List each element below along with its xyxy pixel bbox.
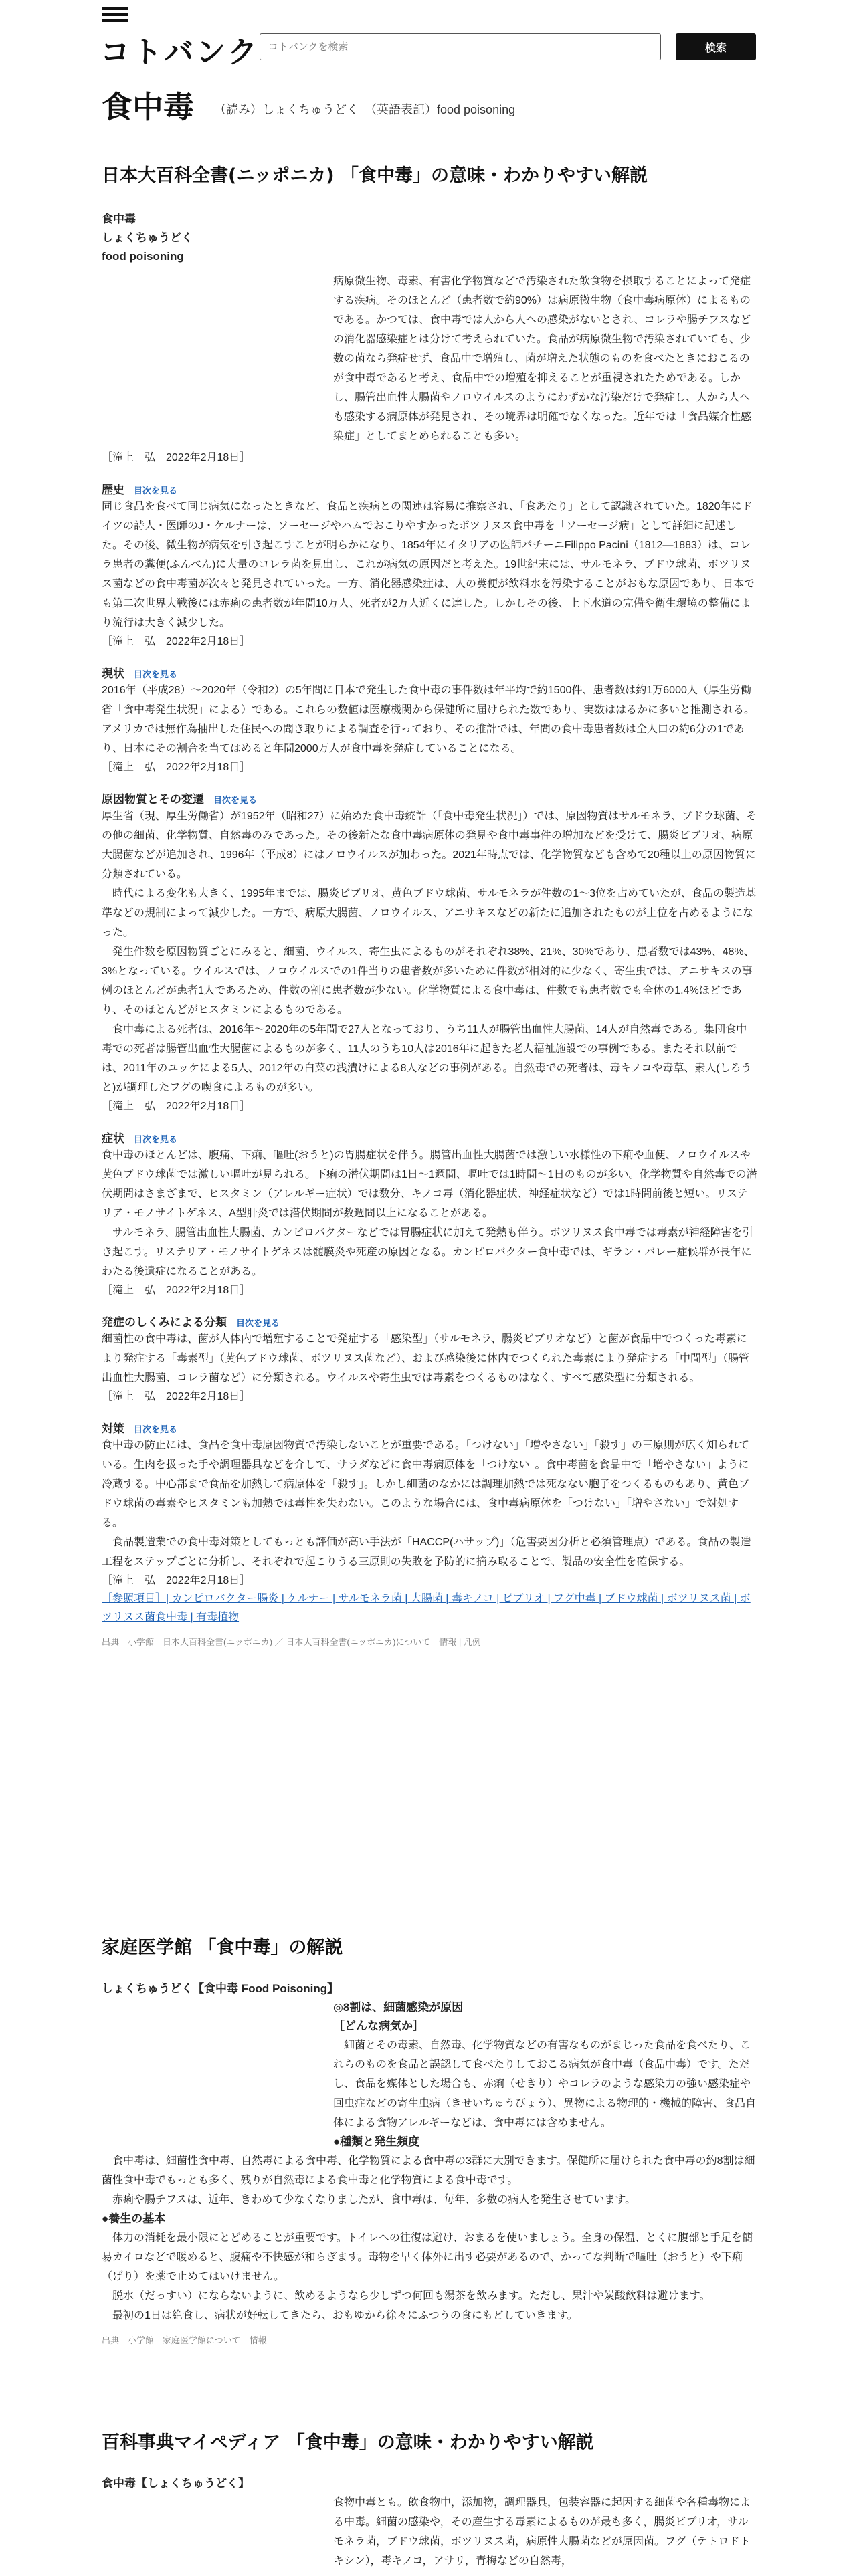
subsection-title: ●養生の基本 xyxy=(102,2212,166,2225)
subsection-title: ◎8割は、細菌感染が原因 xyxy=(333,2001,464,2014)
section-text: 食品製造業での食中毒対策としてもっとも評価が高い手法が「HACCP(ハサップ)」（危害要因分析と必須管理点）である。食品の製造工程をステップごとに分析し、それぞれで起こりうる三原則の失敗を予防的に摘み取ることで、製品の安全性を確保する。 xyxy=(102,1537,751,1568)
subsection-title: 原因物質とその変遷 xyxy=(102,793,204,806)
signature: ［滝上 弘 2022年2月18日］ xyxy=(102,762,251,773)
source-credit: 出典 小学館 家庭医学館について 情報 xyxy=(102,2335,267,2345)
reference-links[interactable]: ［参照項目］| カンピロバクター腸炎 | ケルナー | サルモネラ菌 | 大腸菌 | 毒キノコ | ビブリオ | フグ中毒 | ブドウ球菌 | ボツリヌス菌 | ボツリヌス菌食中毒 | 有毒植物 xyxy=(102,1593,751,1623)
subsection-title: 現状 xyxy=(102,667,124,680)
section-text: 赤痢や腸チフスは、近年、きわめて少なくなりましたが、食中毒は、毎年、多数の病人を発生させています。 xyxy=(112,2194,636,2206)
section-text: 厚生省（現、厚生労働省）が1952年（昭和27）に始めた食中毒統計（「食中毒発生状況」）では、原因物質はサルモネラ、ブドウ球菌、その他の細菌、化学物質、自然毒のみであった。その後新たな食中毒病原体の発見や食中毒事件の増加などを受けて、腸炎ビブリオ、病原大腸菌などが追加され、1996年（平成8）にはノロウイルスが加わった。2021年時点では、化学物質なども含めて20種以上の原因物質に分類されている。 xyxy=(102,811,757,880)
section-text: 脱水（だっすい）にならないように、飲めるようなら少しずつ何回も湯茶を飲みます。ただし、果汁や炭酸飲料は避けます。 xyxy=(112,2290,710,2302)
headword: しょくちゅうどく【食中毒 Food Poisoning】 xyxy=(102,1982,339,1995)
mypedia-section xyxy=(102,2428,757,2571)
section-text: 2016年（平成28）～2020年（令和2）の5年間に日本で発生した食中毒の事件数は年平均で約1500件、患者数は約1万6000人（厚生労働省「食中毒発生状況」による）である。これらの数値は医療機関から保健所に届けられた数であり、実数ははるかに多いと推測される。アメリカでは無作為抽出した住民への聞き取りによる調査を行っており、その推計では、年間の食中毒患者数は全人口の約6分の1であり、日本にその割合を当てはめると年間2000万人が食中毒を発症していることになる。 xyxy=(102,685,755,754)
toc-link[interactable]: 目次を見る xyxy=(134,1134,178,1144)
section-heading: 日本大百科全書(ニッポニカ) 「食中毒」の意味・わかりやすい解説 xyxy=(102,160,757,195)
subsection-title: ［どんな病気か］ xyxy=(333,2020,424,2032)
search-input[interactable] xyxy=(260,33,661,60)
source-credit: 出典 小学館 日本大百科全書(ニッポニカ) ／ 日本大百科全書(ニッポニカ)について 情報 | 凡例 xyxy=(102,1637,481,1647)
section-text: 発生件数を原因物質ごとにみると、細菌、ウイルス、寄生虫によるものがそれぞれ38%、21%、30%であり、患者数では43%、48%、3%となっている。ウイルスでは、ノロウイルスでの1件当りの患者数が多いために件数が相対的に少なく、寄生虫では、アニサキスの事例のほとんどが患者1人であるため、件数の割に患者数が少ない。化学物質による食中毒は、件数でも患者数でも全体の1.4%ほどであり、そのほとんどがヒスタミンによるものである。 xyxy=(102,946,755,1016)
nipponica-section xyxy=(102,160,757,1648)
intro-text: 病原微生物、毒素、有害化学物質などで汚染された飲食物を摂取することによって発症する疾病。そのほとんど（患者数で約90%）は病原微生物（食中毒病原体）によるものである。かつては、食中毒では人から人への感染がないとされ、コレラや腸チフスなどの消化器感染症とは分けて考えられていた。食品が病原微生物で汚染されていても、少数の菌なら発症せず、食品中で増殖し、菌が増えた状態のものを食べたときにおこるのが食中毒であると考え、食品中での増殖を抑えることが重視されたためである。しかし、腸管出血性大腸菌やノロウイルスのようにわずかな汚染だけで発症し、人から人へも感染する病原体が発見され、その境界は明確でなくなった。近年では「食品媒介性感染症」としてまとめられることも多い。 xyxy=(333,276,751,442)
toc-link[interactable]: 目次を見る xyxy=(134,1424,178,1434)
reading-meta: （読み）しょくちゅうどく （英語表記）food poisoning xyxy=(214,103,516,116)
section-text: 時代による変化も大きく、1995年までは、腸炎ビブリオ、黄色ブドウ球菌、サルモネラが件数の1～3位を占めていたが、食品の製造基準などの規制によって減少した。一方で、病原大腸菌、ノロウイルス、アニサキスなどの新たに追加されたものが上位を占めるようになった。 xyxy=(102,888,757,938)
section-heading: 百科事典マイペディア 「食中毒」の意味・わかりやすい解説 xyxy=(102,2428,757,2462)
section-text: 食中毒のほとんどは、腹痛、下痢、嘔吐(おうと)の胃腸症状を伴う。腸管出血性大腸菌では激しい水様性の下痢や血便、ノロウイルスや黄色ブドウ球菌では激しい嘔吐が見られる。下痢の潜伏期間は1日～1週間、嘔吐では1時間～1日のものが多い。化学物質や自然毒での潜伏期間はさまざまで、ヒスタミン（アレルギー症状）では数分、キノコ毒（消化器症状、神経症状など）では1時間前後と短い。リステリア・モノサイトゲネス、A型肝炎では潜伏期間が数週間以上になることがある。 xyxy=(102,1150,757,1219)
headword: 食中毒 xyxy=(102,213,136,225)
katei-section xyxy=(102,1933,757,2346)
subsection-title: 歴史 xyxy=(102,484,124,496)
toc-link[interactable]: 目次を見る xyxy=(134,486,178,496)
section-text: 同じ食品を食べて同じ病気になったときなど、食品と疾病との関連は容易に推察され、「食あたり」として認識されていた。1820年にドイツの詩人・医師のJ・ケルナーは、ソーセージやハムでおこりやすかったボツリヌス食中毒を「ソーセージ病」として詳細に記述した。その後、微生物が病気を引き起こすことが明らかになり、1854年にイタリアの医師パチーニFilippo Pacini（1812―1883）は、コレラ患者の糞便(ふんべん)に大量のコレラ菌を見出し、これが病気の原因だと考えた。19世紀末には、サルモネラ、ブドウ球菌、ボツリヌス菌などの食中毒菌が次々と発見されていった。一方、消化器感染症は、人の糞便が飲料水を汚染することがおもな原因であり、日本でも第二次世界大戦後には赤痢の患者数が年間10万人、死者が2万人近くに達した。しかしその後、上下水道の完備や衛生環境の整備により流行は大きく減少した。 xyxy=(102,501,755,629)
signature: ［滝上 弘 2022年2月18日］ xyxy=(102,1575,251,1586)
section-text: 最初の1日は絶食し、病状が好転してきたら、おもゆから徐々にふつうの食にもどしていきます。 xyxy=(112,2310,578,2321)
section-heading: 家庭医学館 「食中毒」の解説 xyxy=(102,1933,757,1967)
subsection-title: ●種類と発生頻度 xyxy=(333,2135,420,2148)
search-button[interactable]: 検索 xyxy=(676,33,756,60)
signature: ［滝上 弘 2022年2月18日］ xyxy=(102,636,251,647)
signature: ［滝上 弘 2022年2月18日］ xyxy=(102,1101,251,1112)
section-text: 食中毒による死者は、2016年～2020年の5年間で27人となっており、うち11人が腸管出血性大腸菌、14人が自然毒である。集団食中毒での死者は腸管出血性大腸菌によるものが多く、11人のうち10人は2016年に起きた老人福祉施設での事例である。またそれ以前では、2011年のユッケによる5人、2012年の白菜の浅漬けによる8人などの事例がある。自然毒での死者は、毒キノコや毒草、素人(しろうと)が調理したフグの喫食によるものが多い。 xyxy=(102,1024,752,1093)
subsection-title: 症状 xyxy=(102,1132,124,1145)
section-text: 細菌とその毒素、自然毒、化学物質などの有害なものがまじった食品を食べたり、これらのものを食品と誤認して食べたりしておこる病気が食中毒（食品中毒）です。ただし、食品を媒体とした場合も、赤痢（せきり）やコレラのような感染力の強い感染症や回虫症などの寄生虫病（きせいちゅうびょう）、異物による物理的・機械的障害、食品自体による食物アレルギーなどは、食中毒には含めません。 xyxy=(333,2040,757,2129)
toc-link[interactable]: 目次を見る xyxy=(134,669,178,679)
menu-icon[interactable] xyxy=(102,4,128,23)
section-text: 体力の消耗を最小限にとどめることが重要です。トイレへの往復は避け、おまるを使いましょう。全身の保温、とくに腹部と手足を簡易カイロなどで暖めると、腹痛や不快感が和らぎます。毒物を早く体外に出す必要があるので、かってな判断で嘔吐（おうと）や下痢（げり）を薬で止めてはいけません。 xyxy=(102,2232,753,2282)
section-text: 食中毒は、細菌性食中毒、自然毒による食中毒、化学物質による食中毒の3群に大別できます。保健所に届けられた食中毒の約8割は細菌性食中毒でもっとも多く、残りが自然毒による食中毒と化学物質による食中毒です。 xyxy=(102,2155,755,2186)
page-title: 食中毒 xyxy=(102,89,194,125)
subsection-title: 対策 xyxy=(102,1422,124,1435)
subsection-title: 発症のしくみによる分類 xyxy=(102,1316,227,1329)
section-text: 食中毒の防止には、食品を食中毒原因物質で汚染しないことが重要である。「つけない」「増やさない」「殺す」の三原則が広く知られている。生肉を扱った手や調理器具などを介して、サラダなどに食中毒病原体を「つけない」。食中毒菌を食品中で「増やさない」ように冷蔵する。中心部まで食品を加熱して病原体を「殺す」。しかし細菌のなかには調理加熱では死なない胞子をつくるものもあり、黄色ブドウ球菌の毒素やヒスタミンも加熱では毒性を失わない。このような場合には、食中毒病原体を「つけない」「増やさない」で対処する。 xyxy=(102,1440,750,1529)
section-text: 細菌性の食中毒は、菌が人体内で増殖することで発症する「感染型」（サルモネラ、腸炎ビブリオなど）と菌が食品中でつくった毒素により発症する「毒素型」（黄色ブドウ球菌、ボツリヌス菌など）、および感染後に体内でつくられた毒素により発症する「中間型」（腸管出血性大腸菌、コレラ菌など）に分類される。ウイルスや寄生虫では毒素をつくるものはなく、すべて感染型に分類される。 xyxy=(102,1333,750,1384)
toc-link[interactable]: 目次を見る xyxy=(236,1318,280,1328)
signature: ［滝上 弘 2022年2月18日］ xyxy=(102,1391,251,1402)
signature: ［滝上 弘 2022年2月18日］ xyxy=(102,1285,251,1296)
toc-link[interactable]: 目次を見る xyxy=(213,795,258,805)
section-text: サルモネラ、腸管出血性大腸菌、カンピロバクターなどでは胃腸症状に加えて発熱も伴う。ボツリヌス食中毒では毒素が神経障害を引き起こす。リステリア・モノサイトゲネスは髄膜炎や死産の原因となる。カンピロバクター食中毒では、ギラン・バレー症候群が長年にわたる後遺症になることがある。 xyxy=(102,1227,753,1277)
headword-english: food poisoning xyxy=(102,250,184,263)
headword: 食中毒【しょくちゅうどく】 xyxy=(102,2477,250,2490)
signature: ［滝上 弘 2022年2月18日］ xyxy=(102,452,251,463)
site-logo[interactable]: コトバンク xyxy=(100,35,260,70)
headword-reading: しょくちゅうどく xyxy=(102,231,193,244)
section-text: 食物中毒とも。飲食物中，添加物，調理器具，包装容器に起因する細菌や各種毒物による中毒。細菌の感染や，その産生する毒素によるものが最も多く，腸炎ビブリオ，サルモネラ菌，ブドウ球菌，ボツリヌス菌，病原性大腸菌などが原因菌。フグ（テトロドトキシン），毒キノコ，アサリ，青梅などの自然毒， xyxy=(333,2497,751,2567)
